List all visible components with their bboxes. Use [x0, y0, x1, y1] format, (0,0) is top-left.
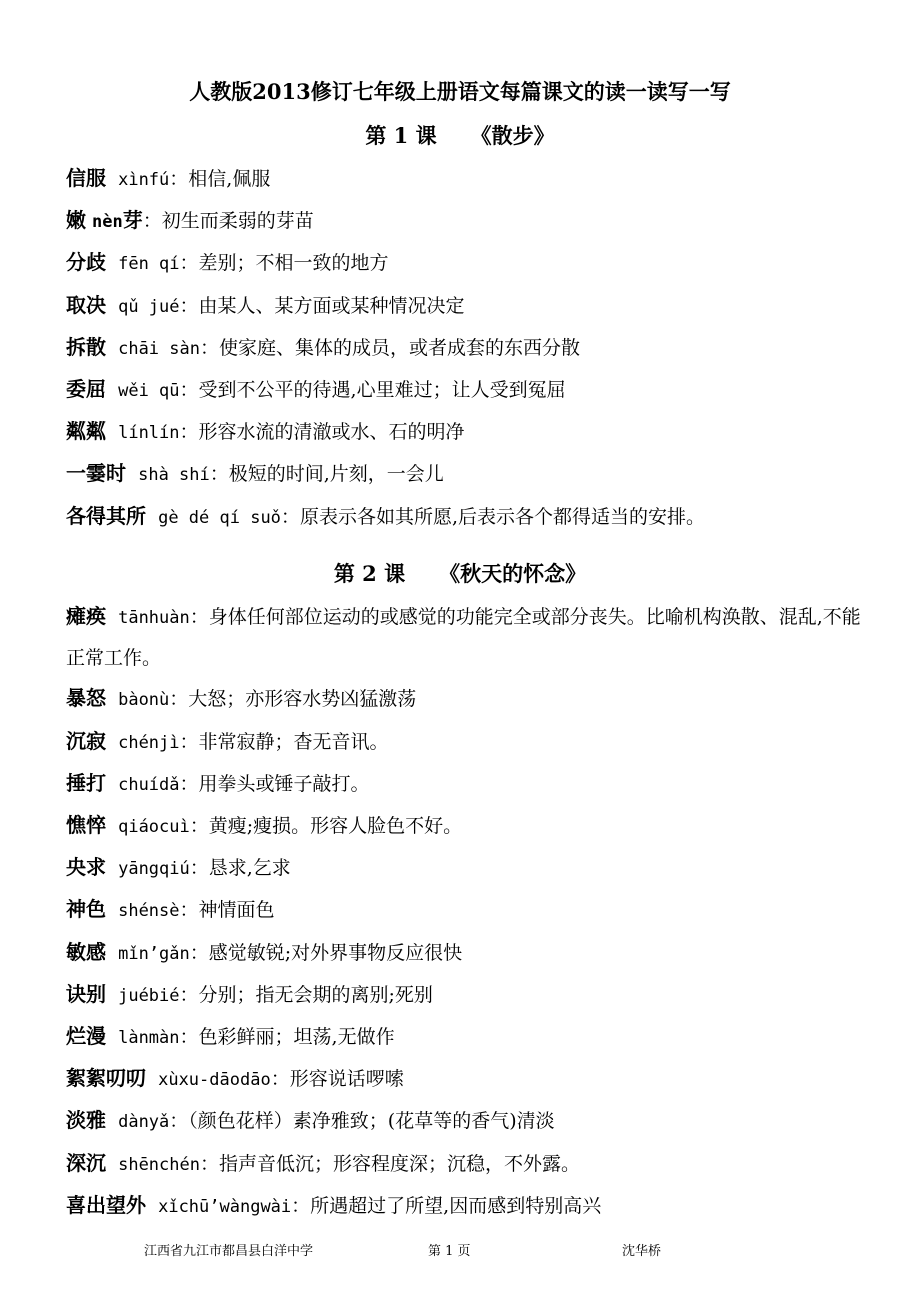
- vocab-word: 瘫痪: [66, 604, 106, 628]
- vocab-pinyin: bàonù: [118, 690, 170, 711]
- vocab-entry: [66, 369, 866, 411]
- vocab-entry: [66, 721, 866, 763]
- vocab-separator: ：: [280, 505, 300, 528]
- vocab-word: 分歧: [66, 250, 106, 275]
- vocab-entry: [66, 1185, 866, 1227]
- vocab-definition: 原表示各如其所愿,后表示各个都得适当的安排。: [299, 505, 705, 528]
- lesson-2-section: [66, 552, 866, 1227]
- vocab-word: 暴怒: [66, 686, 106, 711]
- vocab-pinyin: wěi qū: [118, 381, 180, 402]
- vocab-word: 信服: [66, 166, 106, 190]
- vocab-pinyin: shà shí: [138, 465, 210, 486]
- vocab-entry: [66, 1016, 866, 1058]
- vocab-pinyin: chénjì: [118, 732, 180, 753]
- vocab-entry: [66, 496, 866, 538]
- document-title: 人教版2013修订七年级上册语文每篇课文的读一读写一写: [189, 79, 731, 104]
- vocab-definition: 神情面色: [198, 899, 275, 922]
- vocab-definition: 受到不公平的待遇,心里难过；让人受到冤屈: [198, 379, 566, 402]
- vocab-word: 取决: [66, 292, 106, 317]
- vocab-separator: ：: [179, 899, 199, 922]
- vocab-definition: 极短的时间,片刻，一会儿: [228, 463, 444, 486]
- vocab-separator: ：: [179, 252, 199, 275]
- vocab-definition: 恳求,乞求: [208, 857, 291, 880]
- vocab-definition: 色彩鲜丽；坦荡,无做作: [198, 1026, 395, 1049]
- vocab-entry: [66, 285, 866, 327]
- vocab-pinyin: nèn: [92, 212, 123, 233]
- vocab-word: 诀别: [66, 981, 106, 1006]
- vocab-word: 捶打: [66, 770, 106, 795]
- vocab-word-suffix: 芽: [122, 208, 143, 233]
- vocab-separator: ：: [169, 688, 189, 711]
- vocab-separator: ：: [179, 294, 199, 317]
- vocab-separator: ：: [199, 1152, 219, 1175]
- vocab-separator: ：: [179, 421, 199, 444]
- vocab-word: 喜出望外: [66, 1192, 146, 1217]
- vocab-entry: [66, 1143, 866, 1185]
- lesson-1-name: 《散步》: [470, 123, 555, 148]
- vocab-pinyin: chāi sàn: [118, 338, 200, 359]
- vocab-pinyin: chuídǎ: [118, 774, 180, 795]
- vocab-entry: [66, 847, 866, 889]
- vocab-separator: ：: [199, 336, 219, 359]
- vocab-separator: ：: [291, 1194, 311, 1217]
- vocab-word: 憔悴: [66, 813, 106, 838]
- vocab-definition: 分别；指无会期的离别;死别: [198, 983, 433, 1006]
- footer-author: 沈华桥: [622, 1244, 662, 1259]
- vocab-word: 沉寂: [66, 728, 106, 753]
- vocab-pinyin: yāngqiú: [118, 859, 190, 880]
- vocab-definition: 大怒；亦形容水势凶猛激荡: [188, 688, 417, 711]
- vocab-entry: [66, 200, 866, 242]
- vocab-definition: 用拳头或锤子敲打。: [198, 772, 370, 795]
- vocab-pinyin: lànmàn: [118, 1028, 180, 1049]
- vocab-entry: [66, 932, 866, 974]
- vocab-definition: 相信,佩服: [188, 168, 271, 190]
- vocab-separator: ：: [179, 730, 199, 753]
- vocab-separator: ：: [179, 772, 199, 795]
- vocab-word: 絮絮叨叨: [66, 1066, 146, 1091]
- vocab-separator: ：: [209, 463, 229, 486]
- vocab-definition: 非常寂静；杳无音讯。: [198, 730, 389, 753]
- vocab-word: 神色: [66, 897, 106, 922]
- vocab-separator: ：: [189, 941, 209, 964]
- vocab-pinyin: fēn qí: [118, 254, 180, 275]
- vocab-definition: 差别；不相一致的地方: [198, 252, 389, 275]
- vocab-separator: ：: [179, 379, 199, 402]
- vocab-entry: [66, 678, 866, 720]
- lesson-2-number: 第 2 课: [333, 561, 406, 586]
- vocab-definition: 使家庭、集体的成员，或者成套的东西分散: [219, 336, 581, 359]
- vocab-pinyin: qiáocuì: [118, 817, 190, 838]
- lesson-2-heading: [0, 552, 920, 596]
- vocab-pinyin: xùxu-dāodāo: [158, 1070, 271, 1091]
- vocab-word: 淡雅: [66, 1108, 106, 1133]
- vocab-entry: [66, 596, 866, 678]
- vocab-word: 一霎时: [66, 461, 126, 486]
- vocab-word: 烂漫: [66, 1024, 106, 1049]
- vocab-definition: 黄瘦;瘦损。形容人脸色不好。: [208, 815, 463, 838]
- vocab-entry: [66, 1100, 866, 1142]
- vocab-separator: ：: [179, 983, 199, 1006]
- vocab-entry: [66, 763, 866, 805]
- vocab-pinyin: shénsè: [118, 901, 180, 922]
- vocab-definition: 身体任何部位运动的或感觉的功能完全或部分丧失。比喻机构涣散、混乱,不能正常工作。: [66, 606, 861, 670]
- vocab-entry: [66, 453, 866, 495]
- vocab-definition: 所遇超过了所望,因而感到特别高兴: [310, 1194, 602, 1217]
- vocab-word: 粼粼: [66, 419, 106, 444]
- vocab-word: 拆散: [66, 334, 106, 359]
- vocab-word: 央求: [66, 855, 106, 880]
- vocab-entry: [66, 327, 866, 369]
- vocab-entry: [66, 805, 866, 847]
- vocab-word: 各得其所: [66, 503, 146, 528]
- footer-school: 江西省九江市都昌县白洋中学: [144, 1244, 314, 1259]
- lesson-1-entry-list: [66, 158, 866, 538]
- footer-page-number: 第 1 页: [428, 1244, 471, 1259]
- vocab-word: 深沉: [66, 1150, 106, 1175]
- lesson-1-section: [66, 114, 866, 538]
- vocab-pinyin: qǔ jué: [118, 296, 180, 317]
- vocab-separator: ：: [169, 1110, 189, 1133]
- vocab-pinyin: dànyǎ: [118, 1112, 170, 1133]
- vocab-definition: 感觉敏锐;对外界事物反应很快: [208, 941, 463, 964]
- vocab-entry: [66, 411, 866, 453]
- vocab-separator: ：: [179, 1026, 199, 1049]
- vocab-separator: ：: [270, 1068, 290, 1091]
- vocab-pinyin: xìnfú: [118, 170, 170, 190]
- vocab-word: 嫩: [66, 208, 86, 233]
- vocab-separator: ：: [142, 210, 162, 233]
- vocab-entry: [66, 889, 866, 931]
- vocab-definition: 由某人、某方面或某种情况决定: [198, 294, 465, 317]
- vocab-definition: 形容水流的清澈或水、石的明净: [198, 421, 465, 444]
- vocab-word: 敏感: [66, 939, 106, 964]
- vocab-definition: 初生而柔弱的芽苗: [161, 210, 314, 233]
- vocab-pinyin: tānhuàn: [118, 608, 190, 628]
- vocab-separator: ：: [189, 815, 209, 838]
- vocab-definition: （颜色花样）素净雅致；(花草等的香气)清淡: [188, 1110, 555, 1133]
- vocab-pinyin: mǐn’gǎn: [118, 943, 190, 964]
- vocab-separator: ：: [169, 168, 189, 190]
- vocab-entry: [66, 242, 866, 284]
- vocab-word: 委屈: [66, 377, 106, 402]
- vocab-pinyin: shēnchén: [118, 1154, 200, 1175]
- vocab-pinyin: gè dé qí suǒ: [158, 507, 281, 528]
- vocab-definition: 形容说话啰嗦: [289, 1068, 404, 1091]
- vocab-definition: 指声音低沉；形容程度深；沉稳，不外露。: [219, 1152, 581, 1175]
- lesson-2-entry-list: [66, 596, 866, 1227]
- vocab-pinyin: juébié: [118, 985, 180, 1006]
- vocab-separator: ：: [189, 606, 209, 628]
- vocab-pinyin: línlín: [118, 423, 180, 444]
- vocab-pinyin: xǐchū’wàngwài: [158, 1196, 292, 1217]
- vocab-separator: ：: [189, 857, 209, 880]
- lesson-1-number: 第 1 课: [365, 123, 437, 148]
- vocab-entry: [66, 974, 866, 1016]
- vocab-entry: [66, 158, 866, 200]
- vocab-entry: [66, 1058, 866, 1100]
- lesson-2-name: 《秋天的怀念》: [439, 561, 587, 586]
- lesson-1-heading: [0, 114, 920, 158]
